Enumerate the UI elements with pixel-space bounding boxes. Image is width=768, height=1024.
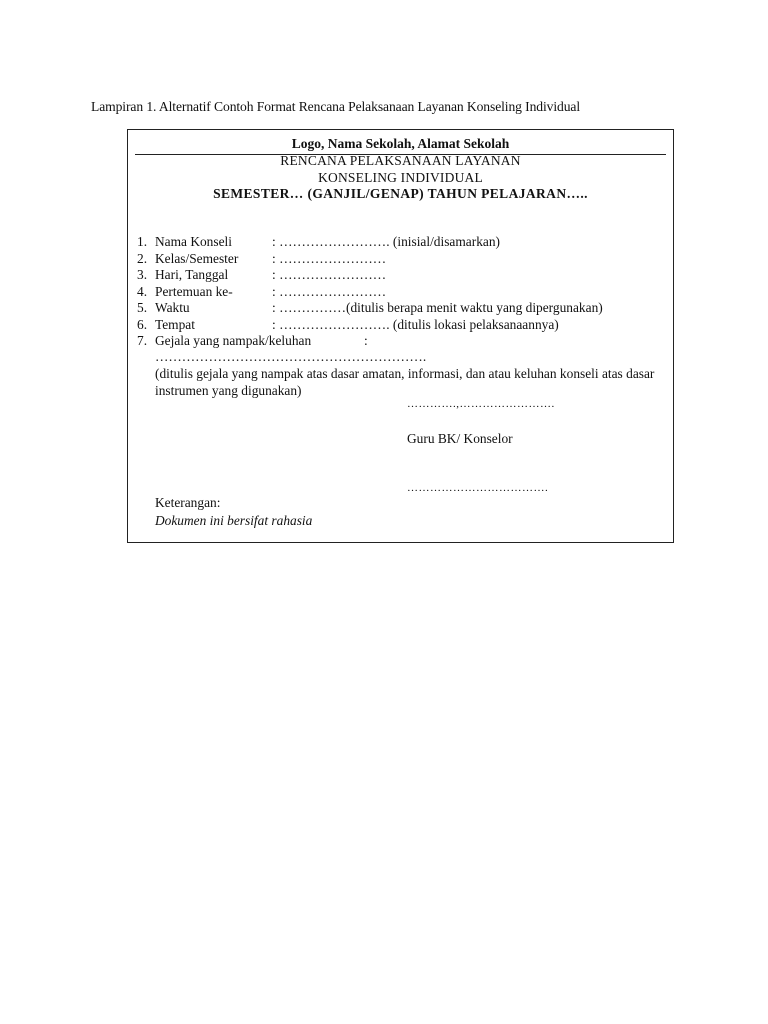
item-value: : ……………………. (inisial/disamarkan) bbox=[272, 234, 500, 249]
list-item bbox=[128, 333, 673, 349]
form-title: RENCANA PELAKSANAAN LAYANAN bbox=[280, 153, 521, 168]
list-item bbox=[128, 267, 673, 283]
form-box bbox=[127, 129, 674, 543]
place-date-line: ………….,……………………. bbox=[407, 398, 555, 410]
item-value: : …………………… bbox=[272, 251, 387, 266]
list-item bbox=[128, 300, 673, 316]
signature-name-line: ………………………………. bbox=[407, 482, 549, 494]
item-number: 5. bbox=[137, 300, 148, 315]
list-item bbox=[128, 234, 673, 250]
item-value: : ……………………. (ditulis lokasi pelaksanaannya) bbox=[272, 317, 559, 332]
school-identity: Logo, Nama Sekolah, Alamat Sekolah bbox=[291, 136, 510, 151]
remarks-label: Keterangan: bbox=[155, 495, 221, 510]
form-subtitle: KONSELING INDIVIDUAL bbox=[318, 170, 483, 185]
confidential-note: Dokumen ini bersifat rahasia bbox=[155, 513, 313, 528]
symptom-fill-line: ……………………………………………………. bbox=[155, 349, 427, 364]
item-number: 1. bbox=[137, 234, 148, 249]
item-number: 6. bbox=[137, 317, 148, 332]
item-value: : …………………… bbox=[272, 284, 387, 299]
item-value: : …………………… bbox=[272, 267, 387, 282]
item-label: Pertemuan ke- bbox=[155, 284, 233, 299]
item-label: Waktu bbox=[155, 300, 190, 315]
item-number: 2. bbox=[137, 251, 148, 266]
item-label: Kelas/Semester bbox=[155, 251, 239, 266]
item-number: 7. bbox=[137, 333, 148, 348]
list-item bbox=[128, 317, 673, 333]
signatory-role: Guru BK/ Konselor bbox=[407, 431, 513, 446]
symptom-instruction: (ditulis gejala yang nampak atas dasar amatan, informasi, dan atau keluhan konseli atas dasar instrumen yang digunakan) bbox=[155, 366, 655, 398]
item-value: : bbox=[364, 333, 368, 348]
item-label: Hari, Tanggal bbox=[155, 267, 229, 282]
item-label: Nama Konseli bbox=[155, 234, 232, 249]
item-label: Tempat bbox=[155, 317, 195, 332]
list-item bbox=[128, 251, 673, 267]
item-label: Gejala yang nampak/keluhan bbox=[155, 333, 312, 348]
item-value: : ……………(ditulis berapa menit waktu yang dipergunakan) bbox=[272, 300, 603, 315]
item-number: 4. bbox=[137, 284, 148, 299]
semester-line: SEMESTER… (GANJIL/GENAP) TAHUN PELAJARAN….. bbox=[213, 186, 588, 201]
page-caption: Lampiran 1. Alternatif Contoh Format Rencana Pelaksanaan Layanan Konseling Individual bbox=[91, 99, 581, 114]
item-number: 3. bbox=[137, 267, 148, 282]
list-item bbox=[128, 284, 673, 300]
